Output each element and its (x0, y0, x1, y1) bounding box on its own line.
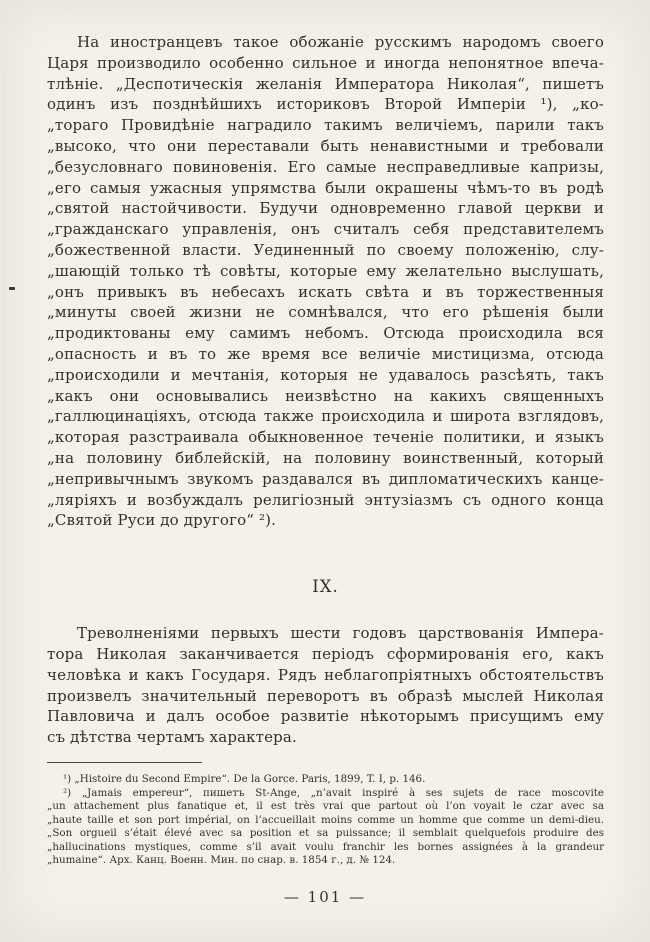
text-line: „humaine“. Арх. Канц. Военн. Мин. по снар. в. 1854 г., д. № 124. (47, 854, 396, 867)
text-line: „un attachement plus fanatique et, il est très vrai que partout où l’on voyait le czar avec sa (47, 800, 604, 813)
text-line: человѣка и какъ Государя. Рядъ неблагопріятныхъ обстоятельствъ (47, 665, 604, 684)
text-line: „высоко, что они переставали быть ненавистными и требовали (47, 136, 604, 155)
footnote-divider (47, 762, 202, 763)
text-line: „ляріяхъ и возбуждалъ религіозный энтузіазмъ съ одного конца (47, 490, 604, 509)
text-line: „на половину библейскій, на половину воинственный, который (47, 448, 604, 467)
paragraph (47, 32, 604, 531)
section-heading: IX. (312, 577, 339, 597)
text-line: Треволненіями первыхъ шести годовъ царствованія Импера- (77, 624, 604, 643)
text-line: „шающій только тѣ совѣты, которые ему желательно выслушать, (47, 261, 604, 280)
text-line: „haute taille et son port impérial, on l’accueillait moins comme un homme que comme un demi-dieu. (47, 813, 604, 826)
text-line: Павловича и далъ особое развитіе нѣкоторымъ присущимъ ему (47, 707, 604, 726)
text-line: съ дѣтства чертамъ характера. (47, 728, 297, 747)
text-line: ²) „Jamais empereur“, пишетъ St-Ange, „n’avait inspiré à ses sujets de race moscovite (63, 786, 604, 799)
text-line: одинъ изъ позднѣйшихъ историковъ Второй Имперіи ¹), „ко- (47, 95, 604, 114)
text-line: „Son orgueil s’était élevé avec sa position et sa puissance; il semblait quelquefois produire des (47, 827, 604, 840)
text-line: „Святой Руси до другого“ ²). (47, 511, 277, 530)
text-line: „минуты своей жизни не сомнѣвался, что его рѣшенія были (47, 303, 604, 322)
text-block (47, 32, 604, 868)
text-line: ¹) „Histoire du Second Empire“. De la Gorce. Paris, 1899, T. I, p. 146. (63, 772, 426, 785)
text-line: произвелъ значительный переворотъ въ образѣ мыслей Николая (47, 686, 604, 705)
margin-printers-mark (9, 287, 15, 290)
text-line: Царя производило особенно сильное и иногда непонятное впеча- (47, 53, 604, 72)
text-line: тлѣніе. „Деспотическія желанія Императора Николая“, пишетъ (47, 74, 604, 93)
footnote (47, 773, 604, 787)
text-line: „происходили и мечтанія, которыя не удавалось разсѣять, такъ (47, 365, 604, 384)
text-line: „онъ привыкъ въ небесахъ искать свѣта и въ торжественныя (47, 282, 604, 301)
text-line: „опасность и въ то же время все величіе мистицизма, отсюда (47, 344, 604, 363)
text-line: „божественной власти. Уединенный по своему положенію, слу- (47, 240, 604, 259)
text-line: „hallucinations mystiques, comme s’il avait voulu franchir les bornes assignées à la grandeur (47, 840, 604, 853)
text-line: „его самыя ужасныя упрямства были окрашены чѣмъ-то въ родѣ (47, 178, 604, 197)
text-line: „какъ они основывались неизвѣстно на какихъ священныхъ (47, 386, 604, 405)
text-line: „галлюцинаціяхъ, отсюда также происходила и широта взглядовъ, (47, 407, 604, 426)
text-line: „безусловнаго повиновенія. Его самые несправедливые капризы, (47, 157, 604, 176)
footnotes-section (47, 773, 604, 868)
text-line: „гражданскаго управленія, онъ считалъ себя представителемъ (47, 220, 604, 239)
paragraph (47, 623, 604, 748)
footnote (47, 787, 604, 869)
text-line: „которая разстраивала обыкновенное теченіе политики, и языкъ (47, 428, 604, 447)
page-number: — 101 — (283, 888, 367, 906)
text-line: На иностранцевъ такое обожаніе русскимъ народомъ своего (77, 33, 604, 51)
text-line: „непривычнымъ звукомъ раздавался въ дипломатическихъ канце- (47, 469, 604, 488)
text-line: „святой настойчивости. Будучи одновременно главой церкви и (47, 199, 604, 218)
text-line: „тораго Провидѣніе наградило такимъ величіемъ, парили такъ (47, 116, 604, 135)
text-line: тора Николая заканчивается періодъ сформированія его, какъ (47, 644, 604, 663)
text-line: „продиктованы ему самимъ небомъ. Отсюда происходила вся (47, 324, 604, 343)
